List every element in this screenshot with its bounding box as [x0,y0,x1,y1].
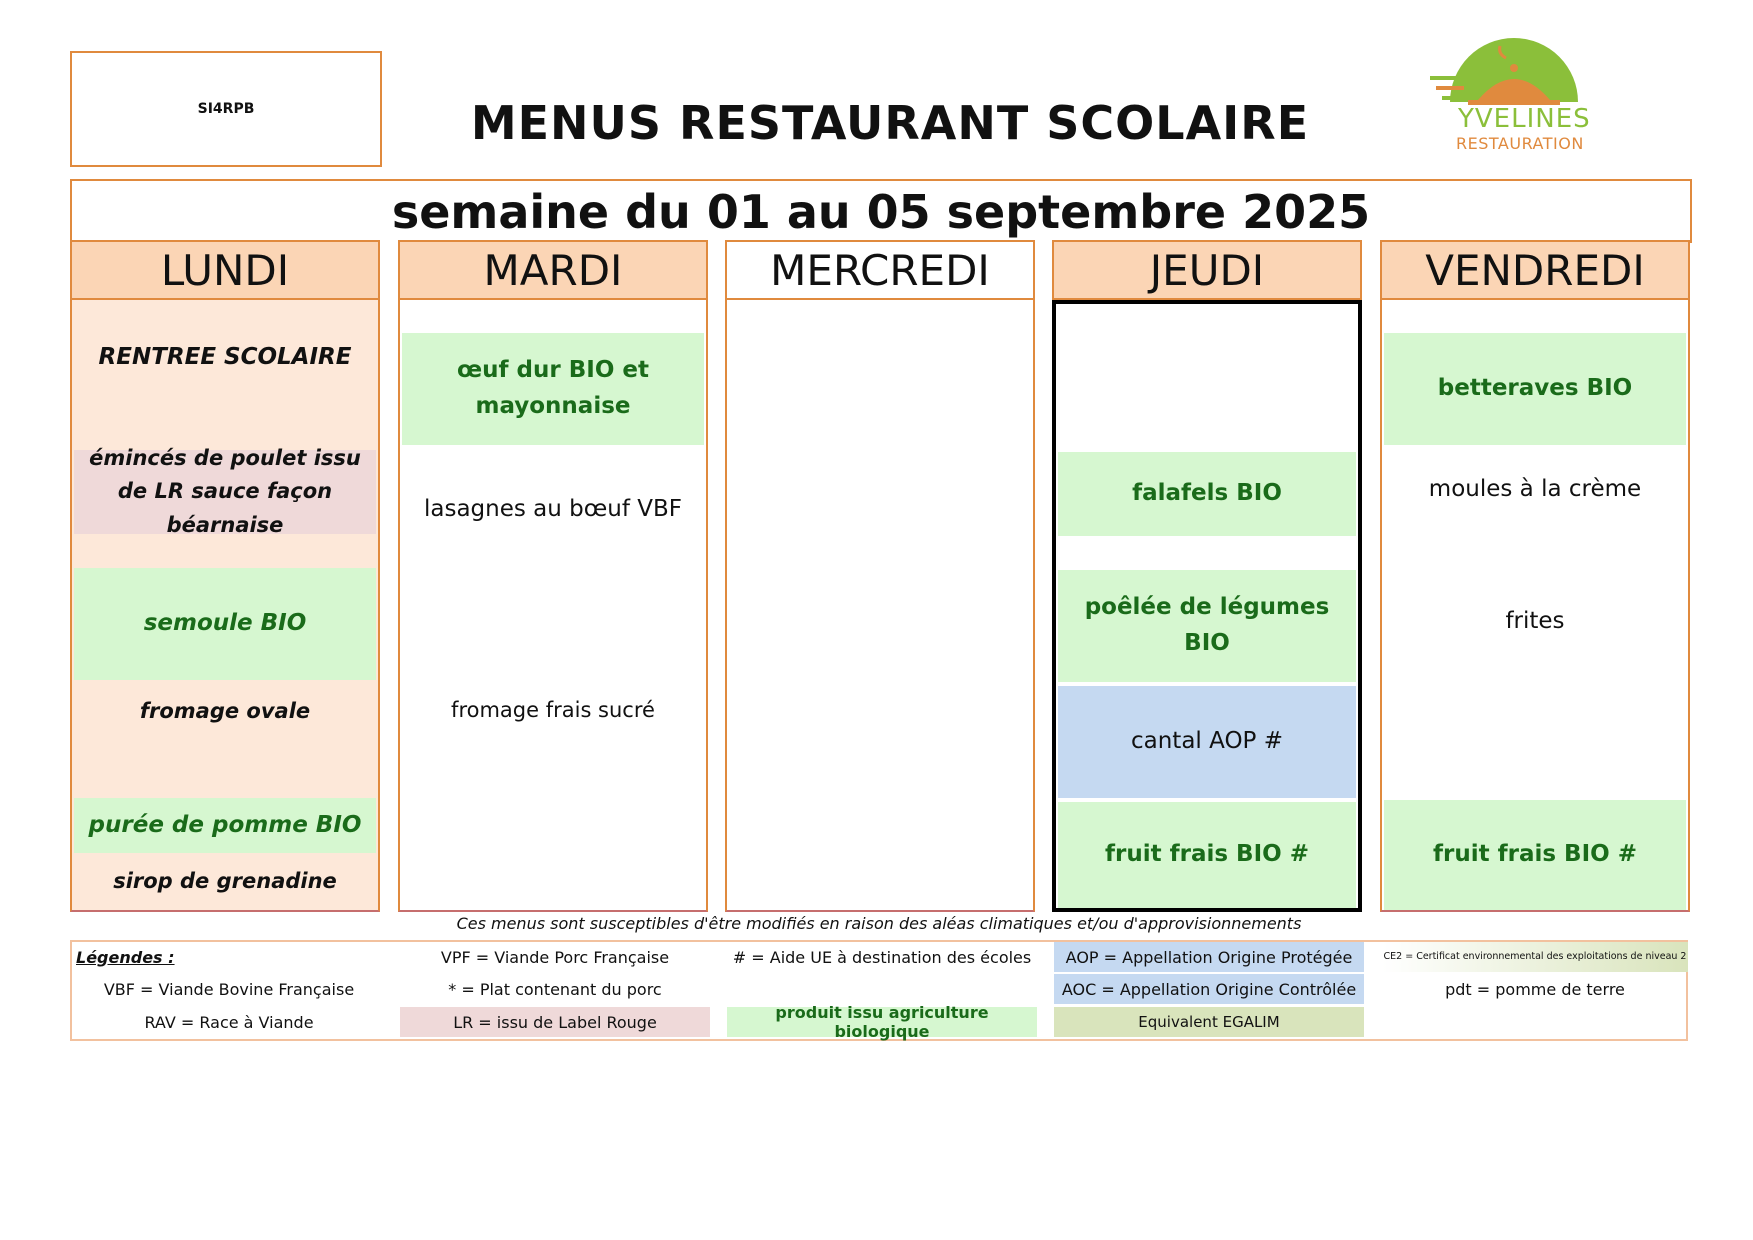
legend-vbf: VBF = Viande Bovine Française [103,979,355,999]
legend-lr: LR = issu de Label Rouge [400,1007,710,1037]
menu-item: betteraves BIO [1384,333,1686,445]
day-column-mardi [398,240,708,912]
day-header-mercredi: MERCREDI [725,240,1035,300]
day-column-mercredi [725,240,1035,912]
legend-porc: * = Plat contenant du porc [448,979,662,999]
menu-item: émincés de poulet issu de LR sauce façon béarnaise [74,450,376,534]
menu-item: fromage frais sucré [451,697,655,722]
menu-item: fruit frais BIO # [1058,802,1356,908]
week-banner [70,179,1692,243]
menu-item: purée de pomme BIO [74,798,376,853]
day-header-lundi: LUNDI [70,240,380,300]
day-column-jeudi [1052,240,1362,912]
day-header-mardi: MARDI [398,240,708,300]
menu-item: poêlée de légumes BIO [1058,570,1356,682]
menu-item: fruit frais BIO # [1384,800,1686,910]
day-body-vendredi [1380,300,1690,912]
menu-item: semoule BIO [74,568,376,680]
day-header-vendredi: VENDREDI [1380,240,1690,300]
legend-egalim: Equivalent EGALIM [1054,1007,1364,1037]
legend-title: Légendes : [76,947,175,967]
legend-box [70,940,1688,1041]
cloche-logo-icon [1428,38,1600,108]
logo-text-line2: RESTAURATION [1456,134,1584,153]
legend-bio: produit issu agriculture biologique [727,1007,1037,1037]
legend-ce2: CE2 = Certificat environnemental des exploitations de niveau 2 [1382,942,1688,972]
menu-item: moules à la crème [1428,476,1642,503]
week-label: semaine du 01 au 05 septembre 2025 [391,185,1371,239]
menu-item: falafels BIO [1058,452,1356,536]
legend-aide-ue: # = Aide UE à destination des écoles [732,947,1032,967]
legend-aop: AOP = Appellation Origine Protégée [1054,942,1364,972]
day-body-mardi [398,300,708,912]
day-header-jeudi: JEUDI [1052,240,1362,300]
day-column-vendredi [1380,240,1690,912]
menu-item: cantal AOP # [1058,686,1356,798]
organization-box [70,51,382,167]
legend-aoc: AOC = Appellation Origine Contrôlée [1054,974,1364,1004]
legend-vpf: VPF = Viande Porc Française [440,947,670,967]
disclaimer-note: Ces menus sont susceptibles d'être modifiés en raison des aléas climatiques et/ou d'approvisionnements [456,914,1302,933]
menu-item: RENTREE SCOLAIRE [98,343,352,370]
menu-item: sirop de grenadine [113,869,337,894]
yvelines-restauration-logo [1428,38,1600,156]
legend-pdt: pdt = pomme de terre [1445,979,1625,999]
day-body-lundi [70,300,380,912]
logo-text-line1: YVELINES [1458,104,1591,134]
menu-item: œuf dur BIO et mayonnaise [402,333,704,445]
page-title: MENUS RESTAURANT SCOLAIRE [470,96,1310,150]
day-column-lundi [70,240,380,912]
legend-rav: RAV = Race à Viande [144,1012,314,1032]
organization-name: SI4RPB [197,101,255,117]
day-body-jeudi [1052,300,1362,912]
menu-item: frites [1505,608,1565,635]
menu-item: fromage ovale [139,698,311,723]
menu-item: lasagnes au bœuf VBF [423,496,683,523]
day-body-mercredi [725,300,1035,912]
